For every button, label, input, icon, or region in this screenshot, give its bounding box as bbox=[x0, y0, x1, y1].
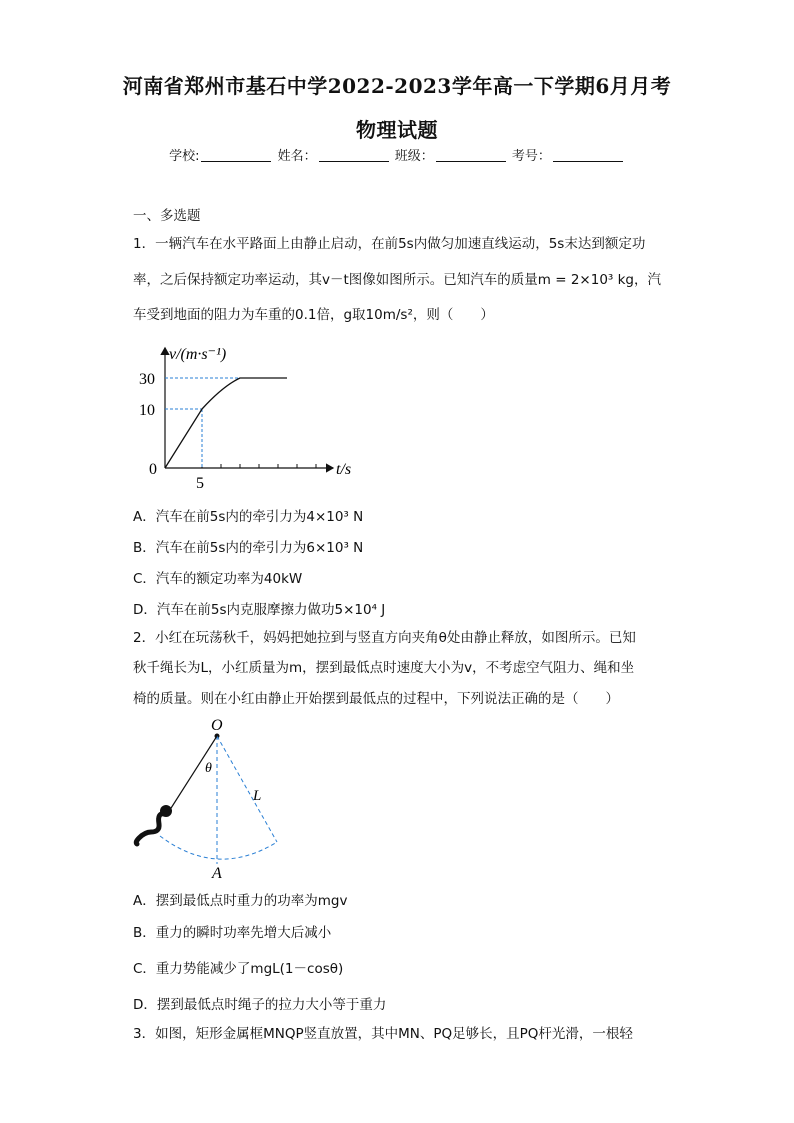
q2-line-1: 2．小红在玩荡秋千，妈妈把她拉到与竖直方向夹角θ处由静止释放，如图所示。已知 bbox=[133, 630, 636, 646]
girl-silhouette bbox=[136, 814, 165, 844]
q2-line-2: 秋千绳长为L，小红质量为m，摆到最低点时速度大小为v，不考虑空气阻力、绳和坐 bbox=[133, 660, 635, 676]
q1-option-b[interactable]: B．汽车在前5s内的牵引力为6×10³ N bbox=[133, 540, 364, 556]
y-tick-30: 30 bbox=[139, 371, 155, 388]
field-id-label: 考号： bbox=[511, 149, 551, 164]
y-tick-10: 10 bbox=[139, 402, 155, 419]
field-name-blank[interactable] bbox=[319, 149, 389, 162]
q2-swing-figure bbox=[125, 714, 295, 884]
page-title-line2: 物理试题 bbox=[356, 118, 438, 142]
q1-option-c[interactable]: C．汽车的额定功率为40kW bbox=[133, 571, 303, 587]
swing-arc bbox=[160, 836, 277, 859]
girl-head bbox=[160, 805, 172, 817]
student-info-row bbox=[0, 145, 794, 164]
rope-length-line bbox=[217, 736, 277, 842]
field-name-label: 姓名： bbox=[277, 149, 317, 164]
y-axis-label: v/(m·s⁻¹) bbox=[169, 346, 227, 363]
q1-option-a[interactable]: A．汽车在前5s内的牵引力为4×10³ N bbox=[133, 509, 364, 525]
q3-line-1: 3．如图，矩形金属框MNQP竖直放置，其中MN、PQ足够长，且PQ杆光滑，一根轻 bbox=[133, 1026, 633, 1042]
vt-curve bbox=[165, 378, 287, 468]
q1-vt-graph bbox=[135, 338, 375, 498]
q2-option-a[interactable]: A．摆到最低点时重力的功率为mgv bbox=[133, 893, 348, 909]
origin-label: 0 bbox=[149, 461, 157, 478]
x-tick-5: 5 bbox=[196, 475, 204, 492]
field-id-blank[interactable] bbox=[553, 149, 623, 162]
field-class-label: 班级： bbox=[394, 149, 434, 164]
field-school-label: 学校: bbox=[169, 149, 200, 164]
bottom-label-a: A bbox=[212, 865, 222, 882]
length-label-l: L bbox=[253, 788, 262, 804]
field-class-blank[interactable] bbox=[436, 149, 506, 162]
q2-option-c[interactable]: C．重力势能减少了mgL(1－cosθ) bbox=[133, 961, 344, 977]
section-heading: 一、多选题 bbox=[133, 208, 201, 224]
q1-line-3: 车受到地面的阻力为车重的0.1倍，g取10m/s²，则（ ） bbox=[133, 307, 494, 323]
q2-line-3: 椅的质量。则在小红由静止开始摆到最低点的过程中，下列说法正确的是（ ） bbox=[133, 691, 619, 707]
q1-line-2: 率，之后保持额定功率运动，其v－t图像如图所示。已知汽车的质量m = 2×10³ kg，汽 bbox=[133, 272, 661, 288]
q2-option-d[interactable]: D．摆到最低点时绳子的拉力大小等于重力 bbox=[133, 997, 387, 1013]
swing-rope bbox=[166, 736, 217, 816]
q1-option-d[interactable]: D．汽车在前5s内克服摩擦力做功5×10⁴ J bbox=[133, 602, 386, 618]
x-axis-label: t/s bbox=[336, 461, 352, 478]
pivot-label-o: O bbox=[211, 717, 223, 734]
field-school-blank[interactable] bbox=[201, 149, 271, 162]
q1-line-1: 1．一辆汽车在水平路面上由静止启动，在前5s内做匀加速直线运动，5s末达到额定功 bbox=[133, 236, 646, 252]
angle-label-theta: θ bbox=[205, 761, 212, 776]
page-title-line1: 河南省郑州市基石中学2022-2023学年高一下学期6月月考 bbox=[122, 74, 672, 98]
q2-option-b[interactable]: B．重力的瞬时功率先增大后减小 bbox=[133, 925, 332, 941]
